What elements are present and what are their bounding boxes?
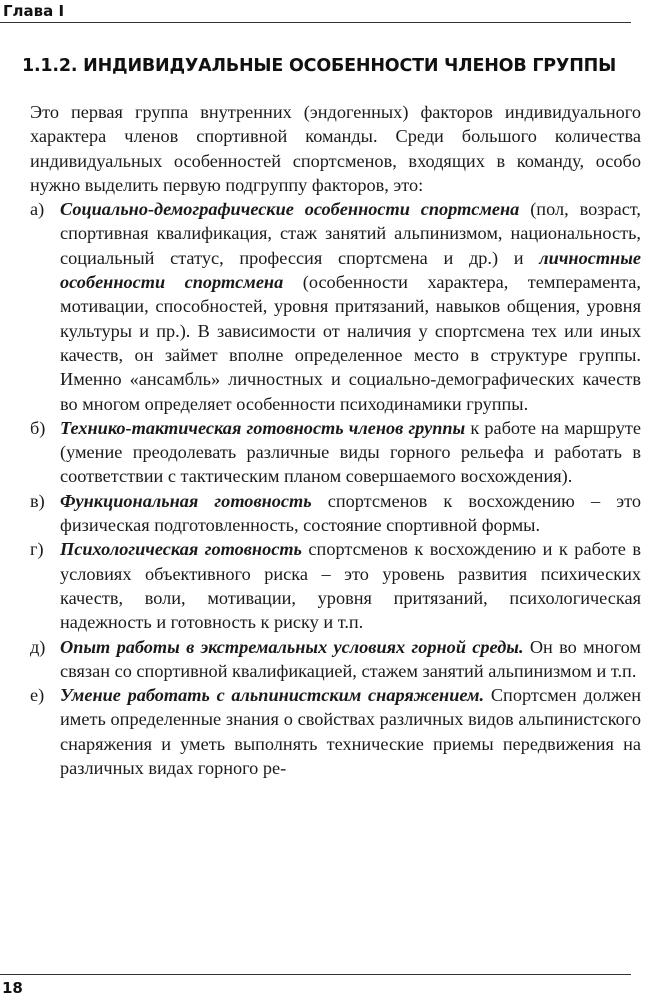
term-personal: личностные особенности спортсмена bbox=[60, 247, 641, 293]
body-text bbox=[30, 100, 641, 780]
page-number: 18 bbox=[2, 979, 23, 997]
intro-paragraph: Это первая группа внутренних (эндогенных) факторов индивидуального характера членов спортивной команды. Среди большого количества индивидуальных особенностей спортсменов, входящих в команду, особо нужно выделить первую подгруппу факторов, это: bbox=[30, 102, 641, 195]
list-item-d bbox=[30, 635, 641, 684]
footer-rule bbox=[0, 974, 631, 975]
section-title: 1.1.2. ИНДИВИДУАЛЬНЫЕ ОСОБЕННОСТИ ЧЛЕНОВ ГРУППЫ bbox=[22, 56, 617, 76]
list-marker: б) bbox=[30, 417, 46, 438]
term-socio-demographic: Социально-демографические особенности спортсмена bbox=[60, 199, 520, 220]
list-marker: е) bbox=[30, 685, 45, 706]
list-item-v bbox=[30, 489, 641, 538]
list-marker: г) bbox=[30, 539, 44, 560]
list-item-b bbox=[30, 416, 641, 489]
item-text: (особенности характера, темперамента, мотивации, способностей, уровня притязаний, навыков общения, уровня культуры и пр.). В зависимости от наличия у спортсмена тех или иных качеств, он займет вполне определенное место в структуре группы. Именно «ансамбль» личностных и социально-демографических качеств во многом определяет особенности психодинамики группы. bbox=[60, 272, 641, 414]
term-psychological: Психологическая готовность bbox=[60, 539, 302, 560]
list-item-g bbox=[30, 537, 641, 634]
item-text: спортсменов к восхождению и к работе в условиях объективного риска – это уровень развития психических качеств, воли, мотивации, уровня притязаний, психологическая надежность и готовность к риску и т.п. bbox=[60, 539, 641, 633]
list-marker: в) bbox=[30, 490, 45, 511]
running-head: Глава I bbox=[3, 2, 65, 20]
factor-list bbox=[30, 197, 641, 780]
term-extreme-experience: Опыт работы в экстремальных условиях горной среды. bbox=[60, 636, 524, 657]
term-equipment: Умение работать с альпинистским снаряжением. bbox=[60, 685, 485, 706]
item-text: (пол, возраст, спортивная квалификация, стаж занятий альпинизмом, национальность, социальный статус, профессия спортсмена и др.) и bbox=[60, 199, 641, 268]
item-text: Он во многом связан со спортивной квалификацией, стажем занятий альпинизмом и т.п. bbox=[60, 636, 641, 681]
item-text: к работе на маршруте (умение преодолевать различные виды горного рельефа и работать в соответствии с тактическим планом совершаемого восхождения). bbox=[60, 417, 641, 487]
list-marker: д) bbox=[30, 636, 46, 657]
item-text: Спортсмен должен иметь определенные знания о свойствах различных видов альпинистского снаряжения и уметь выполнять технические приемы передвижения на различных видах горного ре- bbox=[60, 685, 642, 779]
list-item-e bbox=[30, 683, 641, 780]
item-text: спортсменов к восхождению – это физическая подготовленность, состояние спортивной формы. bbox=[60, 490, 641, 536]
list-marker: а) bbox=[30, 199, 45, 220]
term-functional: Функциональная готовность bbox=[60, 490, 312, 511]
header-rule bbox=[0, 22, 631, 23]
list-item-a bbox=[30, 197, 641, 416]
term-technical-tactical: Технико-тактическая готовность членов группы bbox=[60, 417, 466, 438]
